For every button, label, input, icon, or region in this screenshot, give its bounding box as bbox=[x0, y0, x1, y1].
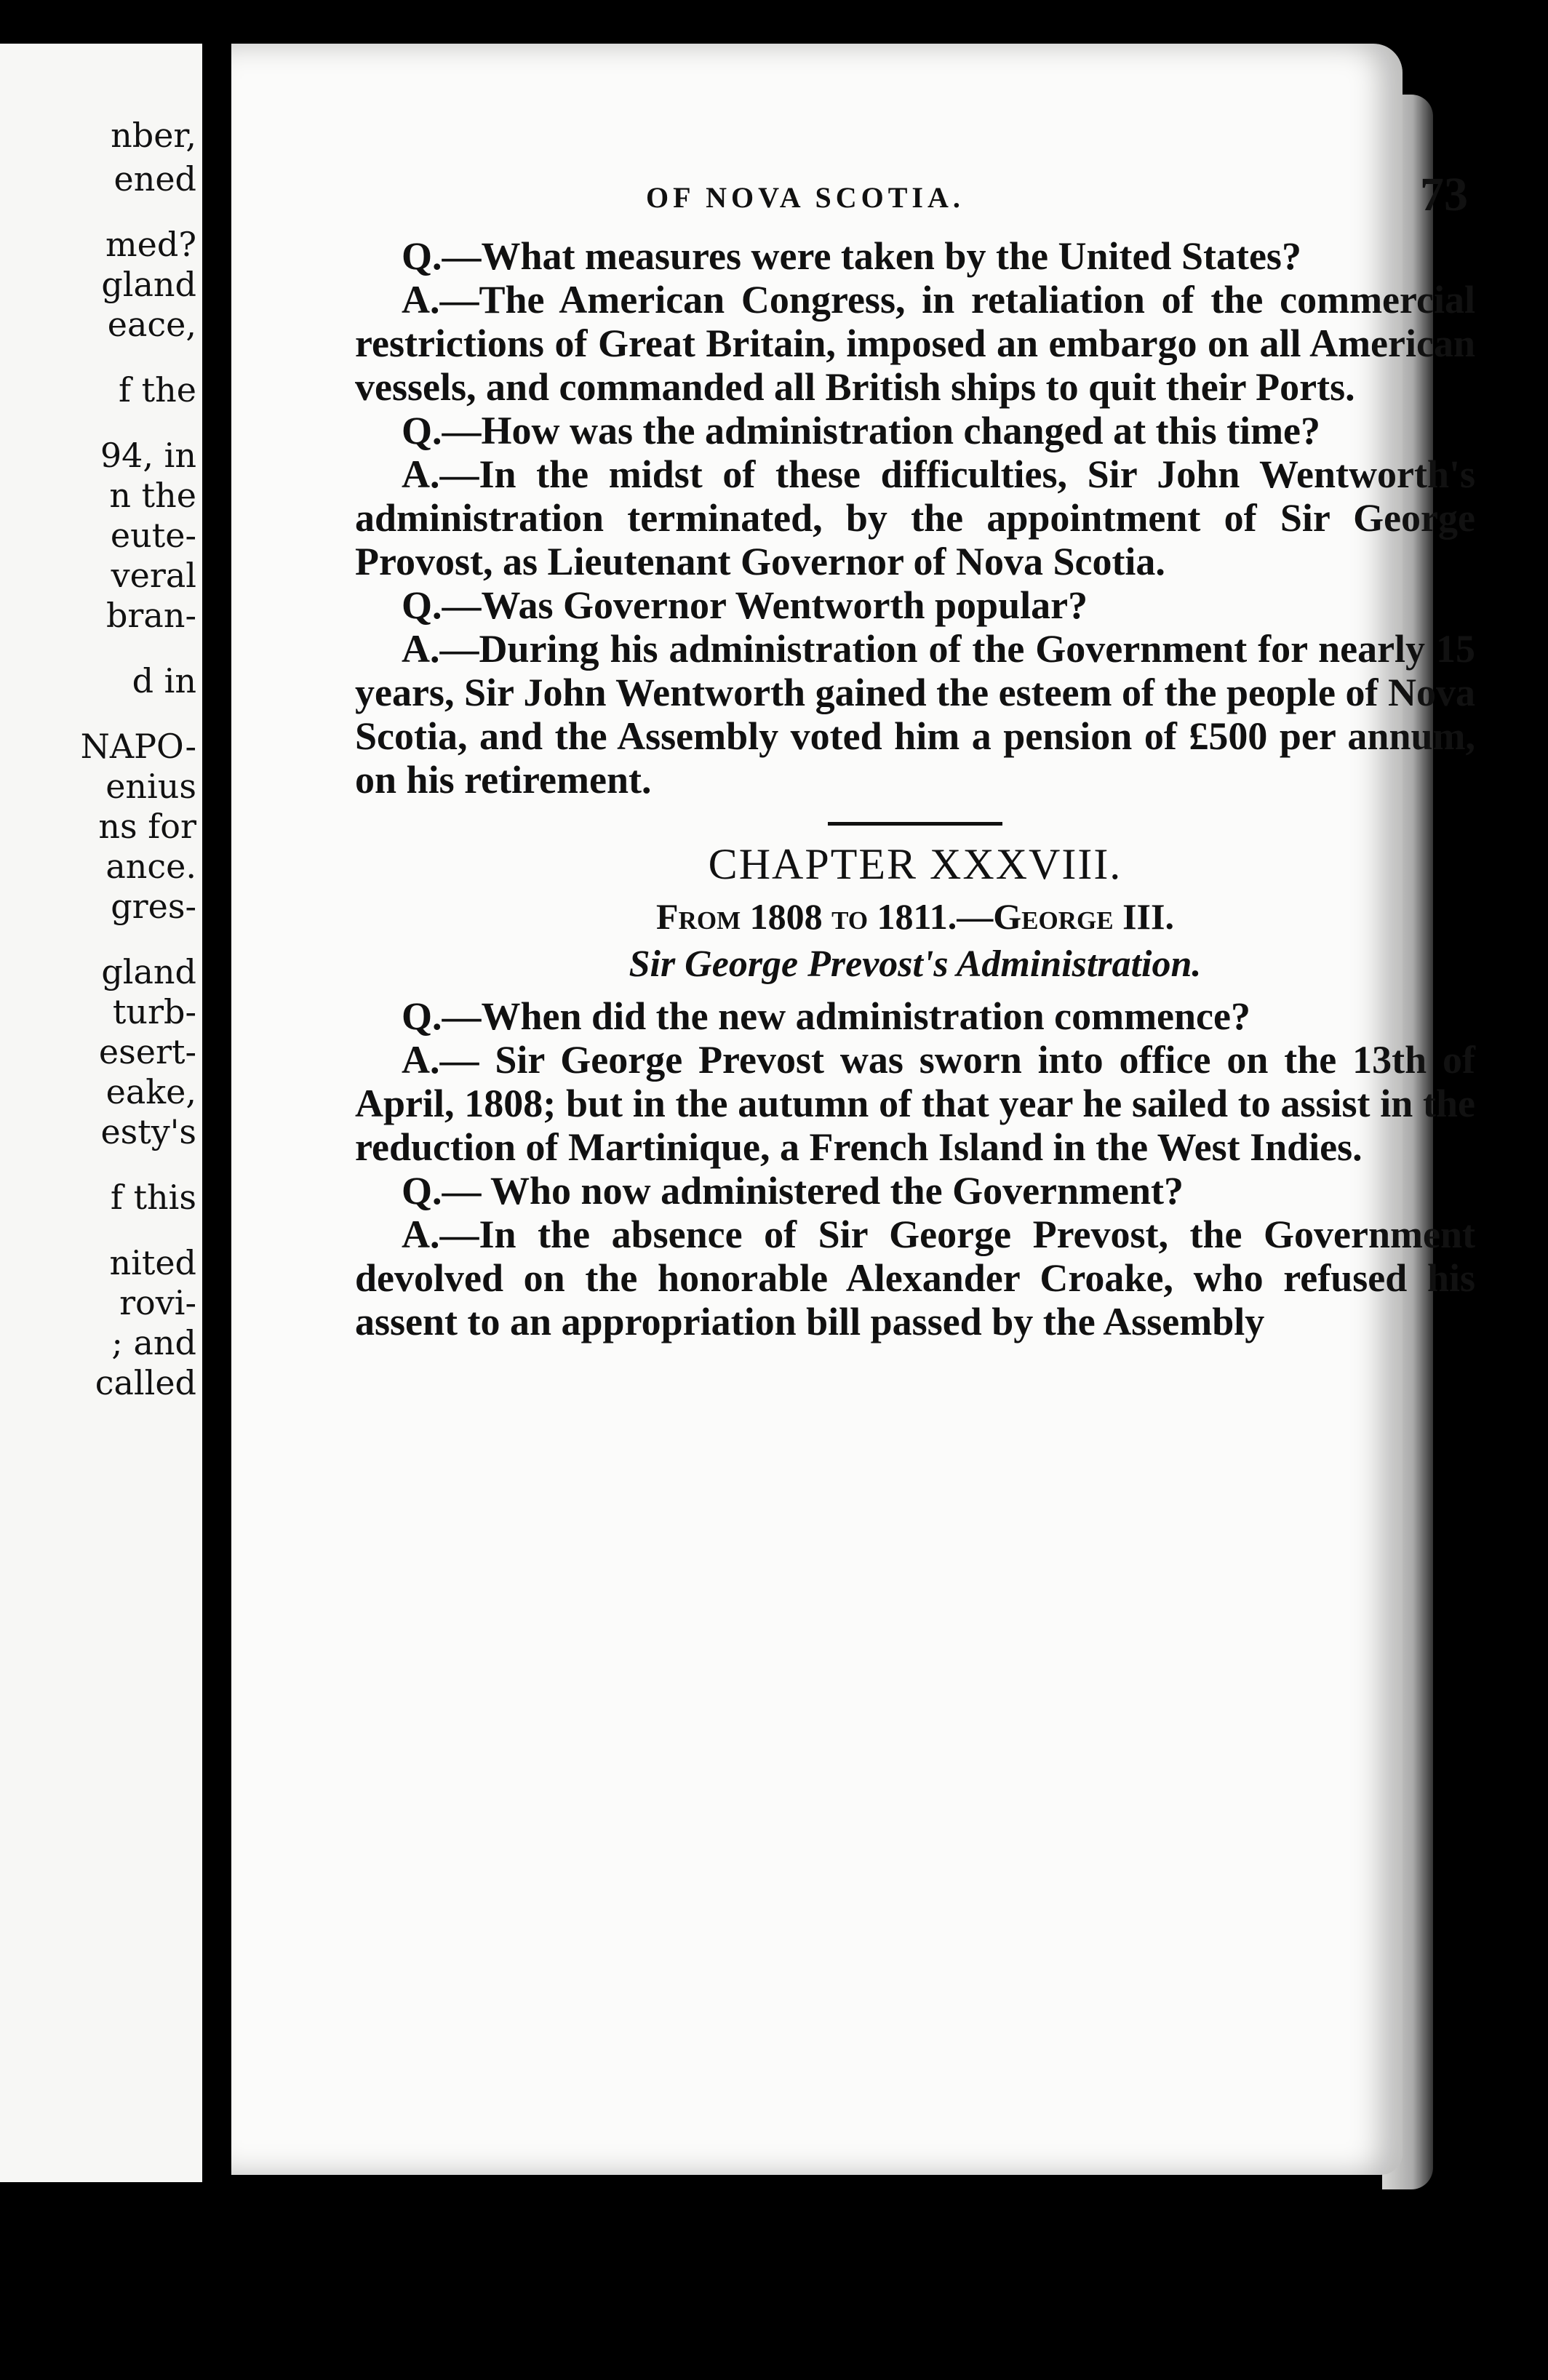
question-paragraph: Q.— Who now administered the Government? bbox=[402, 1169, 1184, 1213]
running-head bbox=[355, 167, 1475, 225]
left-page-fragment: rovi- bbox=[119, 1283, 196, 1322]
answer-paragraph: A.—The American Congress, in retaliation of the commercial restrictions of Great Britain, imposed an embargo on all American vessels, and commanded all British ships to quit their Ports. bbox=[355, 278, 1475, 409]
left-page-fragment: nited bbox=[109, 1243, 196, 1282]
left-page-fragment: eake, bbox=[105, 1072, 196, 1111]
left-page-fragment: 94, in bbox=[100, 436, 196, 475]
left-page-fragment: enius bbox=[105, 767, 196, 806]
left-page-fragment: eute- bbox=[110, 516, 196, 555]
left-page-fragment: veral bbox=[111, 556, 196, 595]
left-page-fragment: f this bbox=[110, 1178, 196, 1217]
running-head-title: OF NOVA SCOTIA. bbox=[646, 181, 965, 214]
left-page-fragment: eace, bbox=[107, 305, 196, 344]
chapter-subtitle: Sir George Prevost's Administration. bbox=[629, 943, 1202, 985]
question-paragraph: Q.—Was Governor Wentworth popular? bbox=[402, 583, 1088, 627]
left-page-fragment: esty's bbox=[100, 1112, 196, 1151]
question-paragraph: Q.—When did the new administration commence? bbox=[402, 994, 1250, 1038]
question-paragraph: Q.—What measures were taken by the United States? bbox=[402, 234, 1301, 278]
left-page-fragment: nber, bbox=[111, 116, 196, 155]
answer-paragraph: A.—During his administration of the Government for nearly 15 years, Sir John Wentworth gained the esteem of the people of Nova Scotia, and the Assembly voted him a pension of £500 per annum, on his retirement. bbox=[355, 627, 1475, 802]
right-page bbox=[231, 44, 1475, 2175]
left-page-fragment: ance. bbox=[105, 847, 196, 886]
left-page-fragment: f the bbox=[119, 370, 196, 410]
left-facing-page bbox=[0, 44, 202, 2182]
left-page-fragment: med? bbox=[105, 225, 196, 264]
answer-paragraph: A.— Sir George Prevost was sworn into office on the 13th of April, 1808; but in the autumn of that year he sailed to assist in the reduction of Martinique, a French Island in the West Indies. bbox=[355, 1038, 1475, 1169]
left-page-fragment: turb- bbox=[112, 992, 196, 1031]
left-page-fragment: gland bbox=[101, 265, 196, 304]
left-page-fragment: d in bbox=[132, 661, 196, 700]
left-page-fragment: gres- bbox=[111, 887, 196, 926]
left-page-fragment: n the bbox=[109, 476, 196, 515]
question-paragraph: Q.—How was the administration changed at this time? bbox=[402, 409, 1321, 452]
left-page-fragment: gland bbox=[101, 952, 196, 991]
left-page-fragment: bran- bbox=[105, 596, 196, 635]
left-page-fragment: ; and bbox=[111, 1323, 196, 1362]
left-page-fragment: NAPO- bbox=[80, 727, 196, 766]
page-text-block bbox=[355, 167, 1475, 1343]
left-page-fragment: ened bbox=[113, 159, 196, 199]
page-number: 73 bbox=[1420, 168, 1468, 221]
section-divider bbox=[828, 822, 1002, 826]
left-page-fragment: ns for bbox=[98, 807, 196, 846]
chapter-title: CHAPTER XXXVIII. bbox=[708, 840, 1122, 888]
chapter-dates: From 1808 to 1811.—George III. bbox=[656, 896, 1174, 937]
left-page-fragment: esert- bbox=[98, 1032, 196, 1071]
answer-paragraph: A.—In the midst of these difficulties, Sir John Wentworth's administration terminated, by the appointment of Sir George Provost, as Lieutenant Governor of Nova Scotia. bbox=[355, 452, 1475, 583]
book-spine bbox=[202, 29, 231, 2226]
left-page-fragment: called bbox=[95, 1363, 196, 1402]
answer-paragraph: A.—In the absence of Sir George Prevost, the Government devolved on the honorable Alexander Croake, who refused his assent to an appropriation bill passed by the Assembly bbox=[355, 1213, 1475, 1343]
